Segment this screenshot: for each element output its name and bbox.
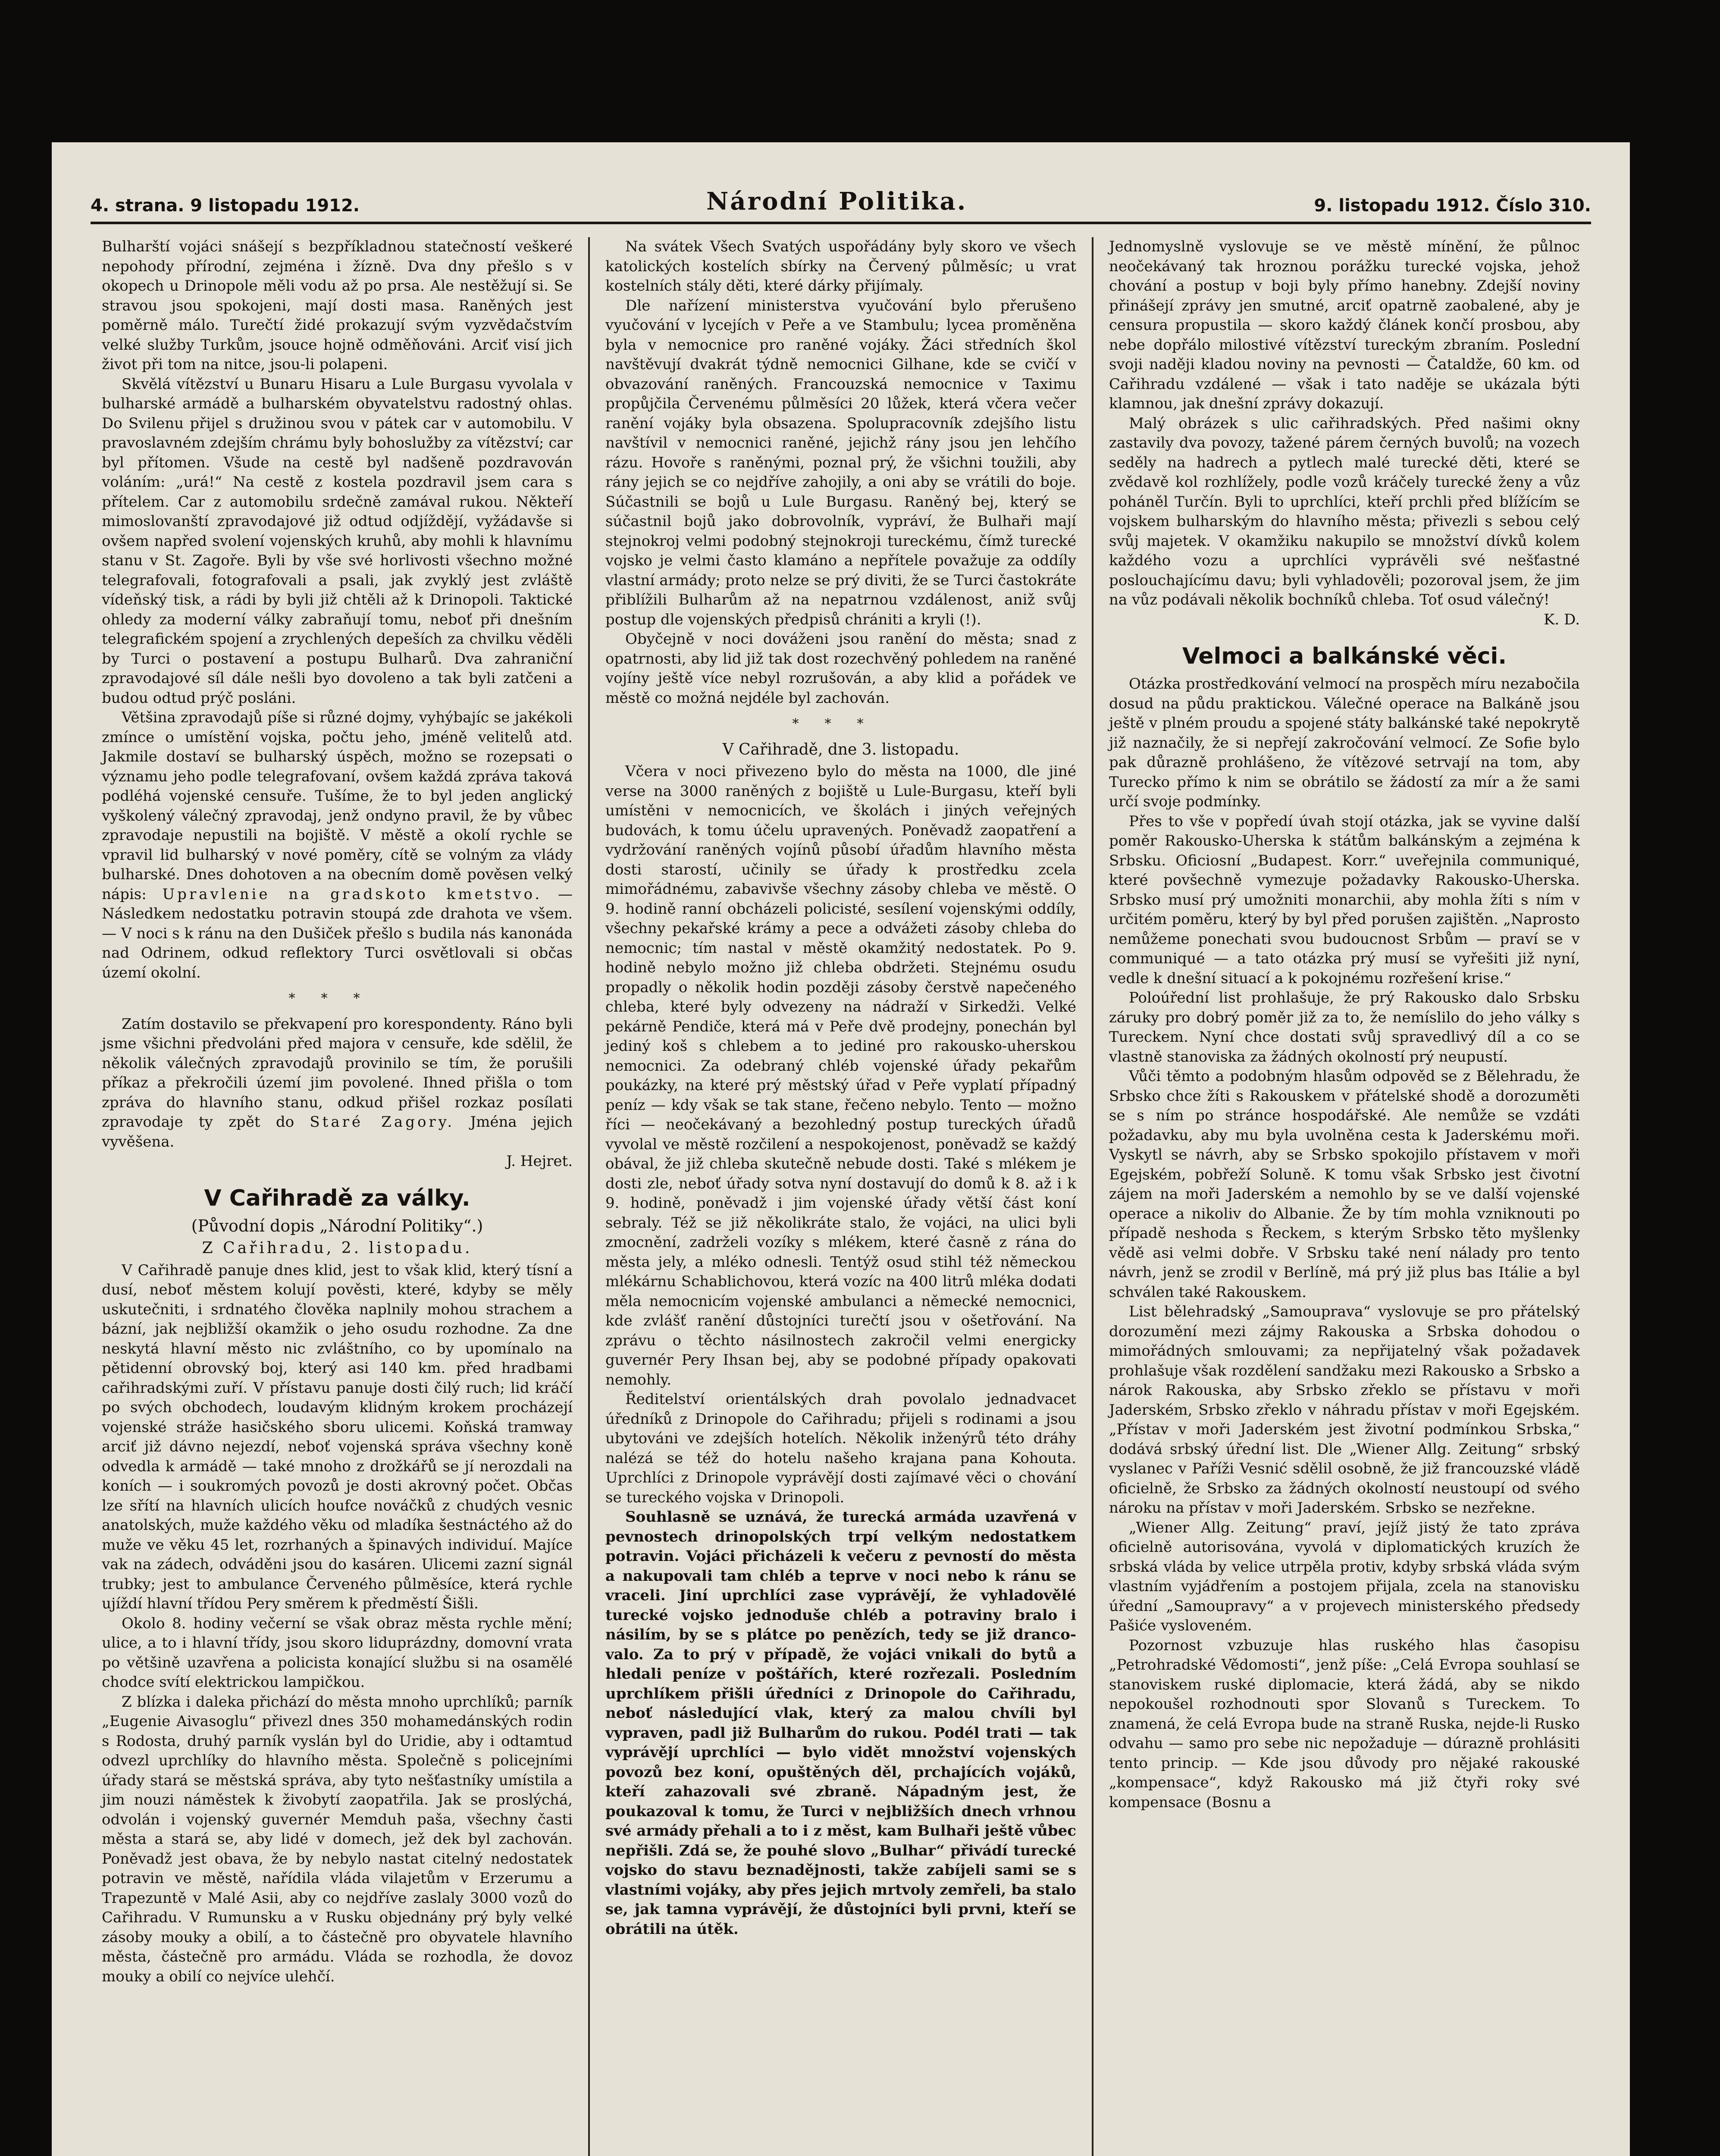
paragraph: Z blízka i daleka přichází do města mnoho uprchlíků; parník „Eugenie Aivasoglu“ přivezl dnes 350 mohamedánských rodin s Rodosta, druhý parník vyslán byl do Uridie, aby i odtamtud odvezl uprchlíky do hlavního města. Společně s policejními úřady stará se městská správa, aby tyto nešťastníky umístila a jim nouzi náměstek k živobytí zaopatřila. Jak se proslýchá, odvolán i vojenský guvernér Memduh paša, všechny časti města a stará se, aby lidé v domech, jež dek byl zachován. Poněvadž jest obava, že by nebylo nastat citelný nedostatek potravin ve městě, nařídila vláda vilajetům v Erzerumu a Trapezuntě v Malé Asii, aby co nejdříve zaslaly 3000 vozů do Cařihradu. V Rumunsku a v Rusku objednány prý byly velké zásoby mouky a obilí, a to částečně pro obyvatele hlavního města, částečně pro armádu. Vláda se rozhodla, že dovoz mouky a obilí co nejvíce ulehčí. bbox=[102, 1693, 573, 1985]
paragraph: Jednomyslně vyslovuje se ve městě mínění, že půlnoc neočekávaný tak hroznou porážku turecké vojska, jehož chování a postup v boji byly přímo hanebny. Zdejší noviny přinášejí zprávy jen smutné, arciť opatrně zaobalené, aby je censura propustila — skoro každý článek končí prosbou, aby nebe dopřálo milostivé vítězství tureckým zbraním. Poslední svoji naději kladou noviny na pevnosti — Čataldže, 60 km. od Cařihradu vzdálené — však i tato naděje se ukázala býti klamnou, jak dnešní zprávy dokazují. bbox=[1109, 238, 1580, 412]
column-3 bbox=[1093, 237, 1595, 2156]
paragraph: Malý obrázek s ulic cařihradských. Před našimi okny zastavily dva povozy, tažené párem černých buvolů; na vozech seděly na hadrech a pytlech malé turecké děti, které se zvědavě kol rozhlížely, podle vozů kráčely turecké ženy a vůz poháněl Turčín. Byli to uprchlíci, kteří prchli před blížícím se vojskem bulharským do hlavního města; přivezli s sebou celý svůj majetek. V okamžiku nakupilo se množství dívků kolem každého vozu a uprchlíci vyprávěli své nešťastné poslouchajícímu davu; byli vyhladověli; pozoroval jsem, že jim na vůz podávali několik bochníků chleba. Toť osud válečný! bbox=[1109, 414, 1580, 608]
masthead-left: 4. strana. 9 listopadu 1912. bbox=[91, 196, 360, 216]
masthead bbox=[91, 164, 1591, 224]
paragraph-text: — Následkem nedostatku potravin stoupá zde drahota ve všem. — V noci s k ránu na den Dušiček přešlo s budila nás kanonáda nad Odrinem, odkud reflektory Turci osvětlovali si občas území okolní. bbox=[102, 885, 573, 981]
column-1 bbox=[86, 237, 590, 2156]
paragraph: Bulharští vojáci snášejí s bezpříkladnou statečností veškeré nepohody přírodní, zejména i žízně. Dva dny přešlo s v okopech u Drinopole měli vodu až po prsa. Ale nestěžují si. Se stravou jsou spokojeni, mají dosti masa. Raněných jest poměrně málo. Turečtí židé prokazují svým vyzvědačstvím velké služby Turkům, jsouce hojně odměňováni. Arciť visí jich život při tom na nitce, jsou-li polapeni. bbox=[102, 238, 573, 373]
paragraph: Souhlasně se uznává, že turecká armáda uzavřená v pevnostech drinopolských trpí velkým nedostatkem potravin. Vojáci přicházeli k večeru z pevností do města a nakupovali tam chléb a teprve v noci nebo k ránu se vraceli. Jiní uprchlíci zase vyprávějí, že vyhladovělé turecké vojsko jednoduše chléb a potraviny bralo i násilím, by se s plátce po penězích, tedy se již drancovalo. Za to prý v případě, že vojáci vnikali do bytů a hledali peníze v poštářích, které rozřezali. Posledním uprchlíkem přišli úředníci z Drinopole do Cařihradu, neboť následující vlak, který za malou chvíli byl vypraven, padl již Bulharům do rukou. Podél trati — tak vyprávějí uprchlíci — bylo vidět množství vojenských povozů bez koní, opuštěných děl, prchajících vojáků, kteří zahazovali své zbraně. Nápadným jest, že poukazoval k tomu, že Turci v nejbližších dnech vrhnou své armády přehali a to i z měst, kam Bulhaři ještě vůbec nepřišli. Zdá se, že pouhé slovo „Bulhar“ přivádí turecké vojsko do stavu beznadějnosti, takže zabíjeli sami se s vlastními vojáky, aby přes jejich mrtvoly zemřeli, ba stalo se, jak tamna vyprávějí, že důstojníci byli prvni, kteří se obrátili na útěk. bbox=[605, 1508, 1076, 1938]
section-heading: Velmoci a balkánské věci. bbox=[1182, 643, 1507, 669]
paragraph: Ředitelství orientálských drah povolalo jednadvacet úředníků z Drinopole do Cařihradu; přijeli s rodinami a jsou ubytováni ve zdejších hotelích. Několik inženýrů této dráhy nalézá se též do hotelu našeho krajana pana Kohouta. Uprchlíci z Drinopole vyprávějí dosti zajímavé věci o chování se tureckého vojska v Drinopoli. bbox=[605, 1391, 1076, 1506]
paragraph: „Wiener Allg. Zeitung“ praví, jejíž jistý že tato zpráva oficielně autorisována, vyvolá v diplomatických kruzích že srbská vláda by velice utrpěla protiv, kdyby srbská vláda svým vlastním vyjádřením a postojem přijala, zcela na stanovisku úřední „Samoupravy“ a v projevech ministerského předsedy Pašiće vysloveném. bbox=[1109, 1519, 1580, 1634]
paragraph: Obyčejně v noci dováženi jsou ranění do města; snad z opatrnosti, aby lid již tak dost rozechvěný pohledem na raněné vojíny ještě více nebyl rozrušován, a aby klid a pořádek ve městě co možná nejdéle byl zachován. bbox=[605, 630, 1076, 707]
author-signature: J. Hejret. bbox=[506, 1153, 573, 1170]
section-heading: V Cařihradě za války. bbox=[204, 1185, 470, 1211]
paragraph: V Cařihradě panuje dnes klid, jest to však klid, který tísní a dusí, neboť městem kolují pověsti, které, kdyby se měly uskutečniti, i srdnatého člověka naplnily mohou strachem a bázní, jak nejbližší okamžik o jeho osudu rozhodne. Za dne neskytá hlavní město nic zvláštního, co by upomínalo na pětidenní obrovský boj, který asi 140 km. před hradbami cařihradskými zuří. V přístavu panuje dosti čilý ruch; lid kráčí po svých obchodech, loudavým klidným krokem procházejí vojenské stráže hasičského sboru ulicemi. Koňská tramway arciť již dávno nejezdí, neboť vojenská správa všechny koně odvedla k armádě — také mnoho z drožkářů se jí nerozdali na koních — i soukromých povozů je dosti akrovný počet. Občas lze sřítí na hlavních ulicích houfce nováčků z chudých vesnic anatolských, muže každého věku od mladíka šestnáctého až do muže ve věku 45 let, rozrhaných a špinavých individuí. Majíce vak na zádech, odváděni jsou do kasáren. Ulicemi zazní signál trubky; jest to ambulance Červeného půlměsíce, která rychle ujíždí hlavní třídou Pery směrem k předměstí Šišli. bbox=[102, 1261, 573, 1612]
paragraph: Otázka prostředkování velmocí na prospěch míru nezabočila dosud na půdu praktickou. Válečné operace na Balkáně jsou ještě v plném proudu a spojené státy balkánské také nepokrytě již naznačily, že si nepřejí zakročování velmocí. Ze Sofie bylo pak důrazně prohlášeno, že vítězové setrvají na tom, aby Turecko přímo k nim se obrátilo se žádostí za mír a že sami určí svoje podmínky. bbox=[1109, 675, 1580, 810]
dateline: Z Cařihradu, 2. listopadu. bbox=[202, 1239, 473, 1257]
paragraph: Přes to vše v popředí úvah stojí otázka, jak se vyvine další poměr Rakousko-Uherska k státům balkánským a zejména k Srbsku. Oficiosní „Budapest. Korr.“ uveřejnila communiqué, které povšechně vymezuje požadavky Rakousko-Uherska. Srbsko musí prý umožniti monarchii, aby mohla žíti s ním v určitém poměru, který by byl před porušen zajištěn. „Naprosto nemůžeme ponechati svou budoucnost Srbům — praví se v communiqué — a tato otázka prý musí se vyřešiti již nyní, vedle k dnešní situací a k pokojnému rozřešení krise.“ bbox=[1109, 812, 1580, 987]
paragraph bbox=[102, 1015, 573, 1152]
column-2 bbox=[590, 237, 1093, 2156]
paragraph-text: Většina zpravodajů píše si různé dojmy, vyhýbajíc se jakékoli zmínce o umístění vojska, počtu jeho, jméně velitelů atd. Jakmile dostaví se bulharský úspěch, možno se rozepsati o významu jeho podle telegrafovaní, ovšem každá zpráva taková podléhá vojenské censuře. Tušíme, že to byl jeden anglický vyškolený válečný zpravodaj, jenž ondyno pravil, že by vůbec zpravodaje nepustili na bojiště. V městě a okolí rychle se vpravil lid bulharský v nové poměry, cítě se volným za vlády bulharské. Dnes dohotoven a na obecním domě pověsen velký nápis: bbox=[102, 709, 573, 903]
separator: *** bbox=[288, 991, 386, 1006]
paragraph: Dle nařízení ministerstva vyučování bylo přerušeno vyučování v lycejích v Peře a ve Stambulu; lycea proměněna byla v nemocnice pro raněné vojáky. Žáci středních škol navštěvují dvakrát týdně nemocnici Gilhane, kde se cvičí v obvazování raněných. Francouzská nemocnice v Taximu propůjčila Červenému půlměsíci 20 lůžek, která včera večer ranění vojáky byla obsazena. Spolupracovník zdejšího listu navštívil v nemocnici raněné, jejichž rány jsou jen lehčího rázu. Hovoře s raněnými, poznal prý, že všichni toužili, aby rány jejich se co nejdříve zahojily, a oni aby se vrátili do boje. Súčastnili se bojů u Lule Burgasu. Raněný bej, který se súčastnil bojů jako dobrovolník, vypráví, že Bulhaři mají stejnokroj velmi podobný stejnokroji tureckému, čímž turecké vojsko je velmi často klamáno a nepřítele považuje za oddíly vlastní armády; proto nelze se prý diviti, že se Turci častokráte přiblížili Bulharům až na nepatrnou vzdálenost, aniž svůj postup dle vojenských předpisů chrániti a kryli (!). bbox=[605, 297, 1076, 628]
paragraph: Okolo 8. hodiny večerní se však obraz města rychle mění; ulice, a to i hlavní třídy, jsou skoro liduprázdny, domovní vrata po většině uzavřena a policista konající službu si na osamělé chodce svítí elektrickou lampičkou. bbox=[102, 1614, 573, 1691]
masthead-right: 9. listopadu 1912. Číslo 310. bbox=[1314, 196, 1591, 216]
paragraph-text: Zatím dostavilo se překvapení pro korespondenty. Ráno byli jsme všichni předvoláni před majora v censuře, kde sdělil, že několik válečných zpravodajů provinilo se tím, že porušili příkaz a překročili území jim povolené. Ihned přišla o tom zpráva do hlavního stanu, odkud přišel rozkaz posílati zpravodaje ty zpět do bbox=[102, 1015, 573, 1131]
paragraph: Na svátek Všech Svatých uspořádány byly skoro ve všech katolických kostelích sbírky na Červený půlměsíc; u vrat kostelních stály děti, které dárky přijímaly. bbox=[605, 238, 1076, 295]
separator: *** bbox=[792, 716, 890, 731]
article-columns bbox=[86, 237, 1595, 2156]
sign-text: Upravlenie na gradskoto kmetstvo. bbox=[162, 885, 542, 903]
paragraph: List bělehradský „Samouprava“ vyslovuje se pro přátelský dorozumění mezi zájmy Rakouska a Srbska dohodou o mimořádných smlouvami; za nepřijatelný však požadavek prohlašuje však rozdělení sandžaku mezi Rakousko a Srbsko a nárok Rakouska, aby Srbsko zřeklo se přístavu v moři Jaderském, Srbsko zřeklo v náhradu přístav v moři Egejském. „Přístav v moři Jaderském jest životní podmínkou Srbska,“ dodává srbský úřední list. Dle „Wiener Allg. Zeitung“ srbský vyslanec v Paříži Vesnić sdělil osobně, že již francouzské vládě oficielně, že Srbsko za žádných okolností neustoupí od svého nároku na přístav v moři Jaderském. Srbsko se nezřekne. bbox=[1109, 1303, 1580, 1517]
paragraph: Pozornost vzbuzuje hlas ruského hlas časopisu „Petrohradské Vědomosti“, jenž píše: „Celá Evropa souhlasí se stanoviskem ruské diplomacie, která žádá, aby se nikdo nepokoušel rozhodnouti spor Slovanů s Tureckem. To znamená, že celá Evropa bude na straně Ruska, nejde-li Rusko odvahu — samo pro sebe nic nepožaduje — dúrazně prohlásiti tento princip. — Kde jsou důvody pro nějaké rakouské „kompensace“, když Rakousko má již čtyři roky své kompensace (Bosnu a bbox=[1109, 1636, 1580, 1811]
author-signature: K. D. bbox=[1544, 611, 1580, 628]
paragraph bbox=[102, 708, 573, 983]
section-subheading: (Původní dopis „Národní Politiky“.) bbox=[191, 1216, 483, 1235]
paragraph: Včera v noci přivezeno bylo do města na 1000, dle jiné verse na 3000 raněných z bojiště u Lule-Burgasu, kteří byli umístěni v nemocnicích, ve školách i jiných veřejných budovách, k tomu účelu upravených. Poněvadž zaopatření a vydržování raněných vojínů působí úřadům hlavního města dosti starostí, učinily se úřady k prostředku zcela mimořádnému, zabavivše všechny zásoby chleba ve městě. O 9. hodině ranní obcházeli policisté, sesílení vojenskými oddíly, všechny pekařské krámy a pece a odvážeti zásoby chleba do nemocnic; tím nastal v městě okamžitý nedostatek. Po 9. hodině nebylo možno již chleba obdržeti. Stejnému osudu propadly o několik hodin později zásoby čerstvě napečeného chleba, které byly odvezeny na nádraží v Sirkedži. Velké pekárně Pendiče, která má v Peře dvě prodejny, ponechán byl jediný koš s chlebem a to jediné pro rakousko-uherskou nemocnici. Za odebraný chléb vojenské úřady pekařům poukázky, na které prý městský úřad v Peře vyplatí případný peníz — kdy však se tak stane, řečeno nebylo. Tento — možno říci — neočekávaný a bezohledný postup tureckých úřadů vyvolal ve městě rozčilení a nespokojenost, poněvadž se každý obával, že již chleba skutečně nebude dosti. Také s mlékem je dosti zle, neboť úřady sotva nyní dostavují do domů k 8. až i k 9. hodině, poněvadž i jim vojenské úřady větší část koní sebraly. Též se již několikráte stalo, že vojáci, na ulici byli zmocnění, zadrželi vozíky s mlékem, které časně z rána do města jely, a mléko odnesli. Tentýž osud stihl též německou mlékárnu Schablichovou, která vozíc na 400 litrů mléka dodati měla nemocnicím vojenské ambulanci a německé nemocnici, kde zvlášť ranění důstojníci turečtí jsou v ošetřování. Na zprávu o těchto násilnostech zakročil velmi energicky guvernér Pery Ihsan bej, aby se podobné případy opakovati nemohly. bbox=[605, 763, 1076, 1388]
paragraph-text: Jména jejich vyvěšena. bbox=[102, 1113, 573, 1150]
paragraph: Vůči těmto a podobným hlasům odpověd se z Bělehradu, že Srbsko chce žíti s Rakouskem v přátelské shodě a dorozuměti se s ním po stránce hospodářské. Ale nemůže se vzdáti požadavku, aby mu byla uvolněna cesta k Jaderskému moři. Vyskytl se návrh, aby se Srbsko spokojilo přístavem v moři Egejském, pobřeží Soluně. K tomu však Srbsko jest čivotní zájem na moři Jaderském a nemohlo by se ve další vojenské operace a nikoliv do Albanie. Že by tím mohla vzniknouti po případě neshoda s Řeckem, s kterým Srbsko těto myšlenky vědě asi velmi dobře. V Srbsku také není nálady pro tento návrh, jenž se zrodil v Berlíně, má prý již plus bas Itálie a byl schválen také Rakouskem. bbox=[1109, 1068, 1580, 1301]
paragraph: Poloúřední list prohlašuje, že prý Rakousko dalo Srbsku záruky pro dobrý poměr již za to, že nemíslilo do jeho války s Tureckem. Nyní chce dostati svůj spravedlivý díl a co se vlastně stanoviska za žádných okolností prý neupustí. bbox=[1109, 989, 1580, 1065]
paragraph: Skvělá vítězství u Bunaru Hisaru a Lule Burgasu vyvolala v bulharské armádě a bulharském obyvatelstvu radostný ohlas. Do Svilenu přijel s družinou svou v pátek car v automobilu. V pravoslavném zdejším chrámu byly bohoslužby za vítězství; car byl přítomen. Všude na cestě byl nadšeně pozdravován voláním: „urá!“ Na cestě z kostela pozdravil jsem cara s přítelem. Car z automobilu srdečně zamával rukou. Někteří mimoslovanští zpravodajové již odtud odjíždějí, vyžádavše si ovšem napřed svolení vojenských kruhů, aby mohli k hlavnímu stanu v St. Zagoře. Byli by vše své horlivosti všechno možné telegrafovali, fotografovali a psali, jak zvyklý jest zvláště vídeňský tisk, a rádi by byli již chtěli až k Drinopoli. Taktické ohledy za moderní války zabraňují tomu, neboť při dnešním telegrafickém spojení a zrychlených depeších za chvilku věděli by Turci o postavení a postupu Bulharů. Dva zahraniční zpravodajové síl dále nešli byo dovoleno a tak byli zatčeni a budou odtud prýč posláni. bbox=[102, 375, 573, 707]
masthead-title: Národní Politika. bbox=[706, 187, 968, 216]
place-name: Staré Zagory. bbox=[310, 1113, 455, 1131]
dateline: V Cařihradě, dne 3. listopadu. bbox=[722, 740, 959, 758]
newspaper-page bbox=[52, 142, 1630, 2156]
